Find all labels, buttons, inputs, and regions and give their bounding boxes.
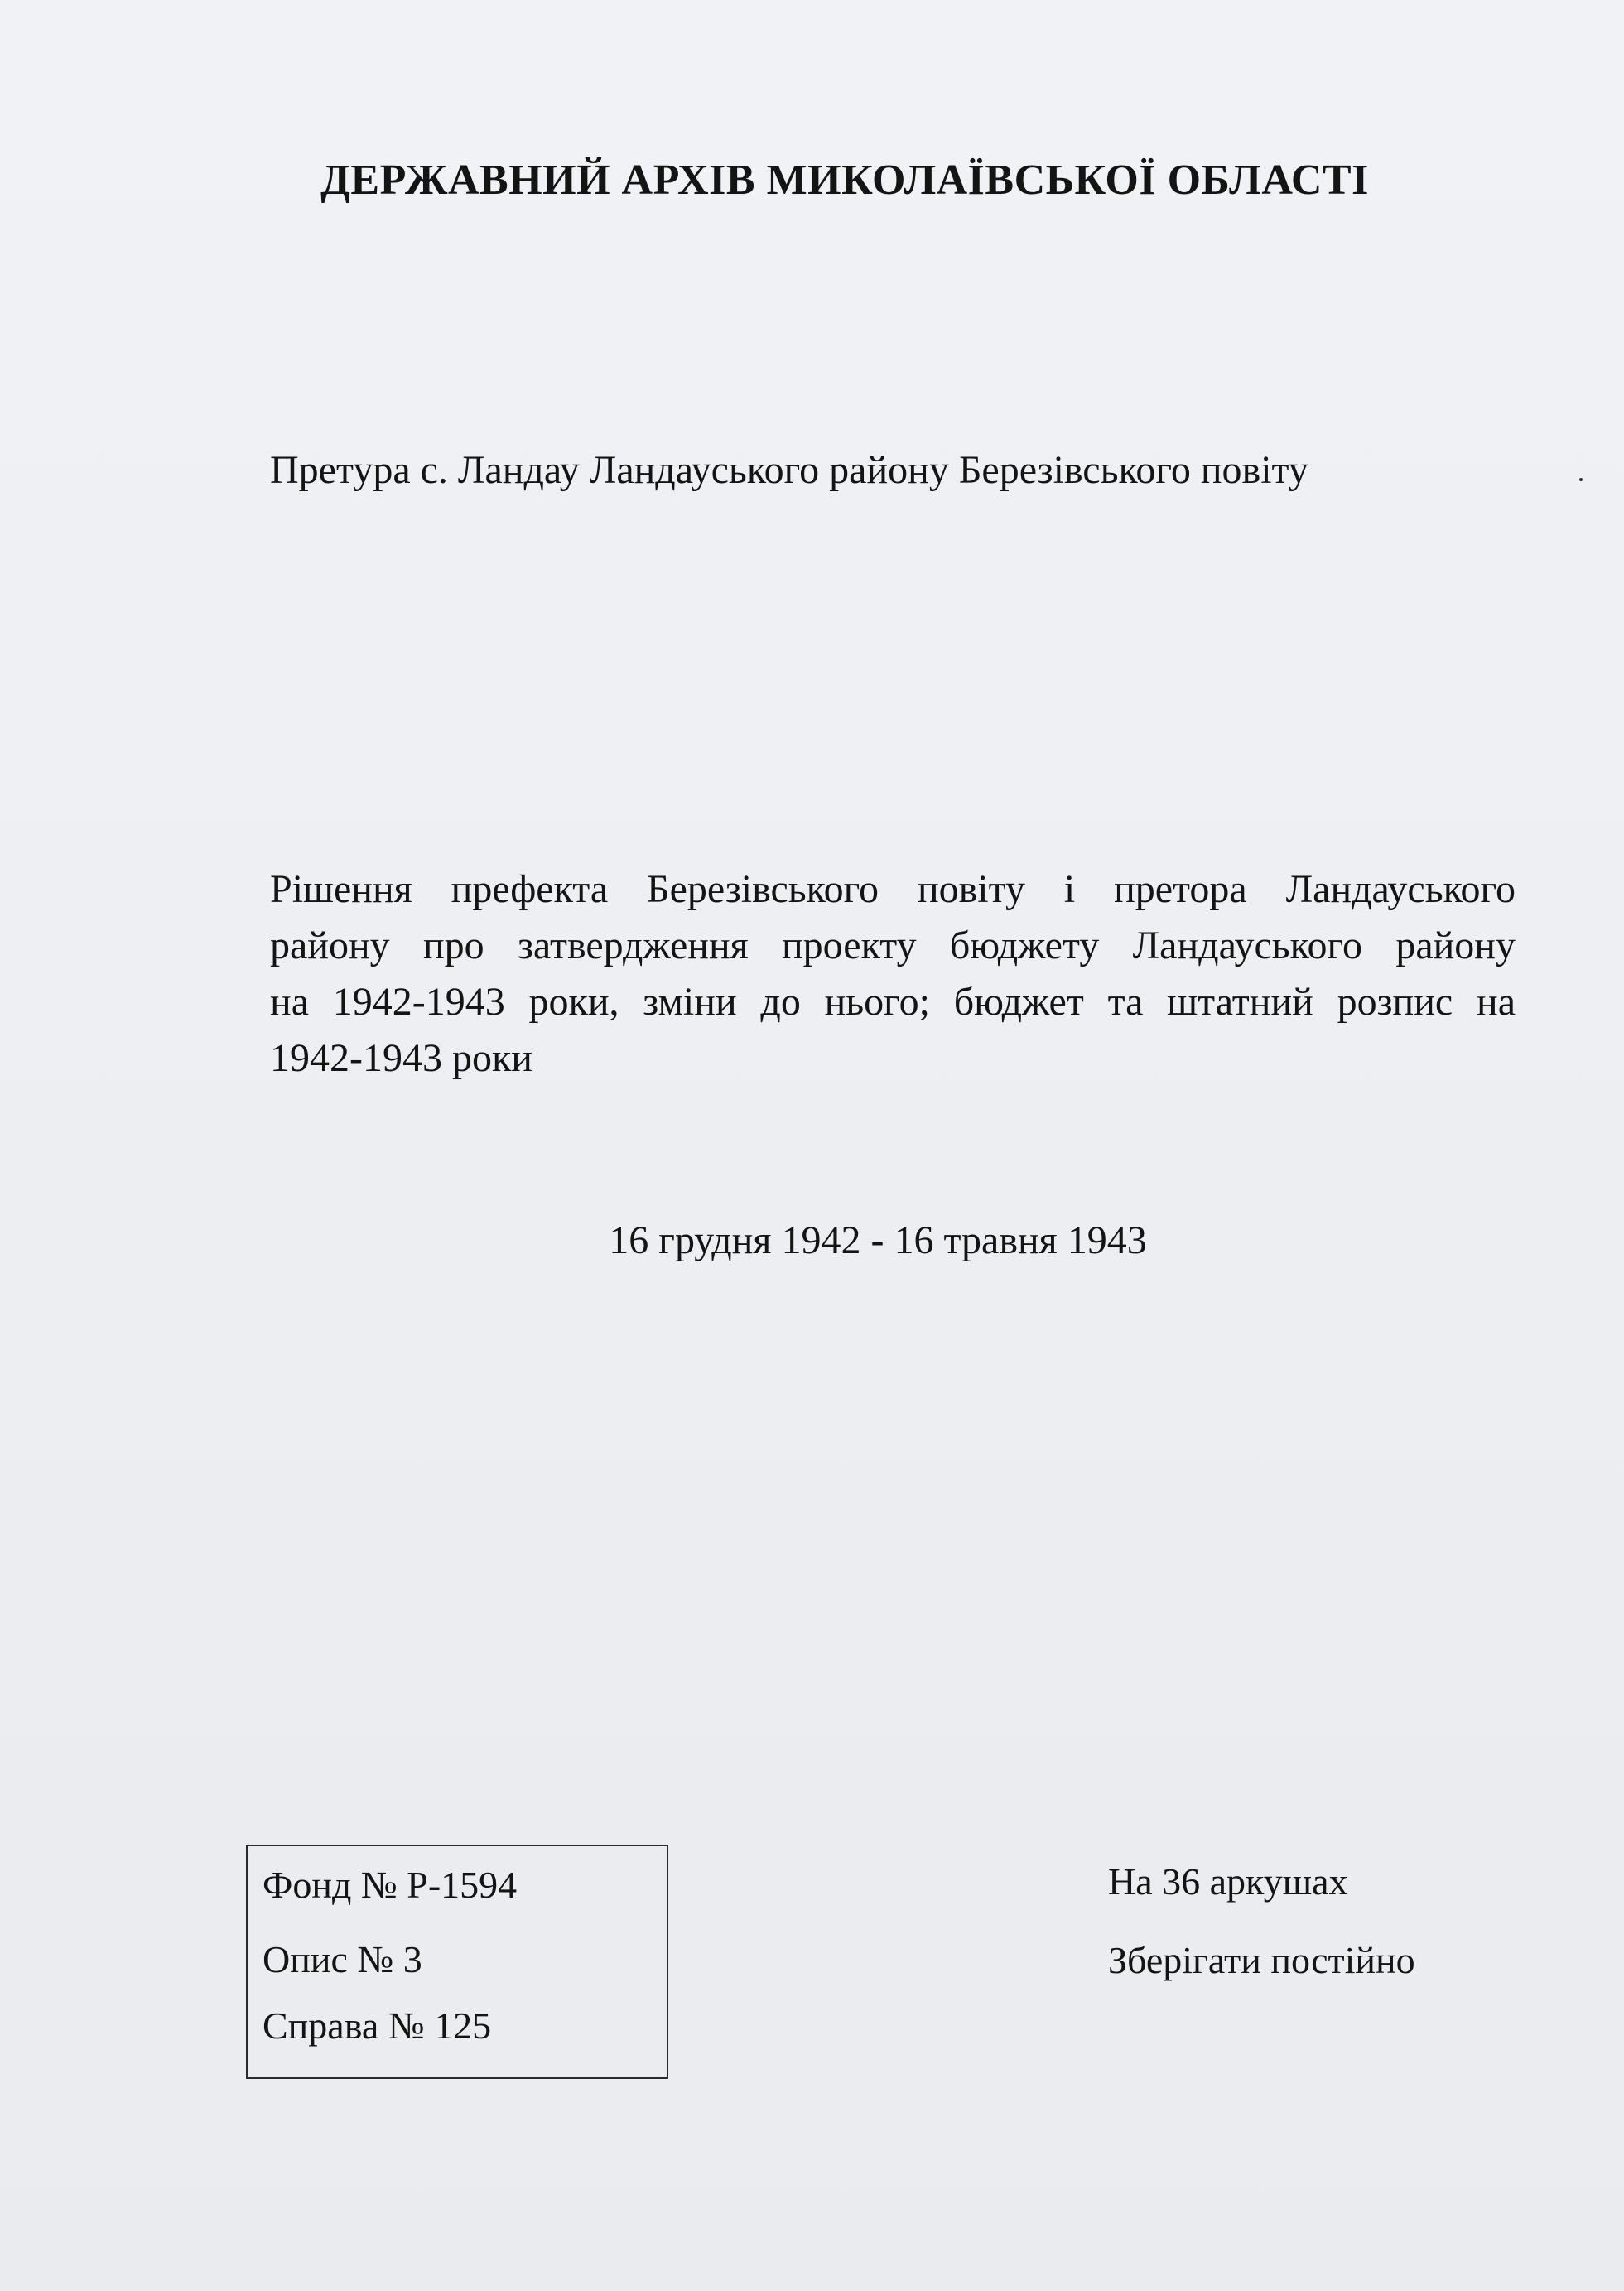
- sheet-count: На 36 аркушах: [1108, 1860, 1348, 1903]
- fund-creator: Претура с. Ландау Ландауського району Березівського повіту: [270, 448, 1308, 492]
- case-title-line: Рішення префекта Березівського повіту і претора Ландауського: [270, 867, 1516, 911]
- fond-number: Фонд № Р-1594: [263, 1864, 518, 1906]
- case-title-line: району про затвердження проекту бюджету Ландауського району: [270, 924, 1516, 967]
- case-title: [270, 861, 1516, 1087]
- case-title-line: на 1942-1943 роки, зміни до нього; бюджет та штатний розпис на: [270, 980, 1516, 1024]
- reference-box: [246, 1845, 668, 2079]
- opys-number: Опис № 3: [263, 1938, 422, 1980]
- archive-title: ДЕРЖАВНИЙ АРХІВ МИКОЛАЇВСЬКОЇ ОБЛАСТІ: [320, 157, 1369, 204]
- sprava-number: Справа № 125: [263, 2004, 492, 2047]
- paper-speck: [1579, 478, 1583, 481]
- case-title-line: 1942-1943 роки: [270, 1036, 532, 1080]
- date-range: 16 грудня 1942 - 16 травня 1943: [609, 1218, 1147, 1262]
- storage-term: Зберігати постійно: [1108, 1939, 1415, 1981]
